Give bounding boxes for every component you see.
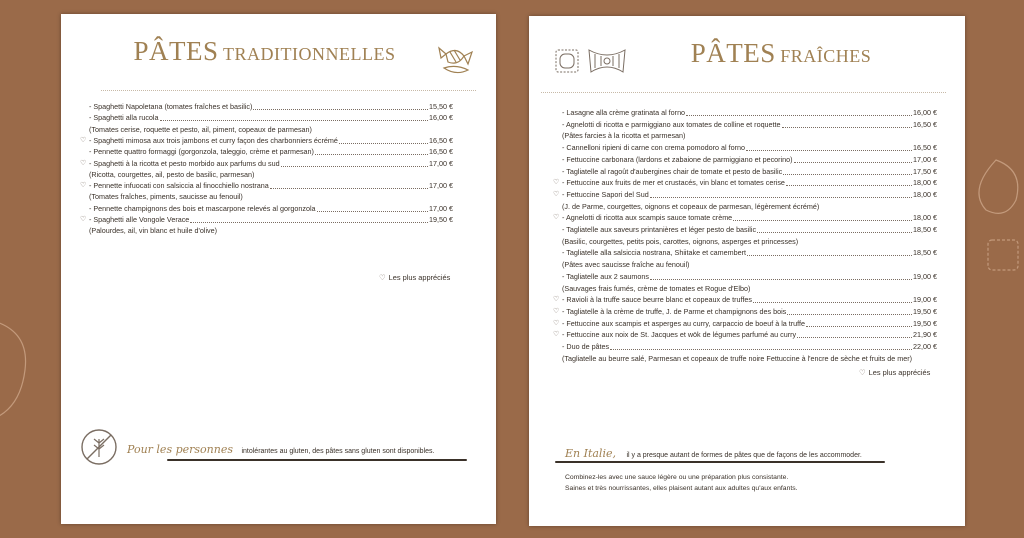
menu-item xyxy=(553,166,937,177)
dot-leader xyxy=(794,156,912,163)
menu-item-name: - Spaghetti alla rucola xyxy=(89,113,159,123)
menu-item xyxy=(553,224,937,235)
menu-item-description: (Tomates fraîches, piments, saucisse au fenouil) xyxy=(89,192,243,202)
dot-leader xyxy=(797,331,912,338)
footer-line-2: Saines et très nourrissantes, elles plaisent autant aux adultes qu'aux enfants. xyxy=(565,485,798,492)
menu-item-name: - Spaghetti mimosa aux trois jambons et curry façon des charbonniers écrémé xyxy=(89,135,338,145)
footer-script: Pour les personnes xyxy=(127,443,233,456)
menu-item-name: - Tagliatelle alla salsiccia nostrana, Shiitake et camembert xyxy=(562,248,747,258)
menu-item-price: 16,50 € xyxy=(429,147,453,157)
menu-item xyxy=(80,180,453,191)
gluten-free-wheat-icon xyxy=(79,427,119,467)
menu-item-price: 17,00 € xyxy=(429,158,453,168)
brush-stroke xyxy=(555,461,885,463)
menu-item-price: 17,00 € xyxy=(429,181,453,191)
menu-item-price: 16,50 € xyxy=(913,143,937,153)
footer-line-1: Combinez-les avec une sauce légère ou une préparation plus consistante. xyxy=(565,474,789,481)
menu-item-name: - Pennette quattro formaggi (gorgonzola, taleggio, crème et parmesan) xyxy=(89,147,314,157)
menu-item xyxy=(80,112,453,123)
menu-item xyxy=(553,177,937,188)
menu-item-description: (Pâtes avec saucisse fraîche au fenouil) xyxy=(562,260,690,270)
menu-item xyxy=(80,158,453,169)
dot-leader xyxy=(281,160,428,167)
menu-item-price: 18,50 € xyxy=(913,225,937,234)
menu-item-name: - Cannelloni ripieni di carne con crema pomodoro al forno xyxy=(562,143,745,153)
menu-item-price: 21,90 € xyxy=(913,330,937,340)
menu-item-price: 18,00 € xyxy=(913,189,937,199)
dot-leader xyxy=(190,216,428,223)
gluten-note: intolérantes au gluten, des pâtes sans gluten sont disponibles. xyxy=(241,448,435,455)
right-page-title: PÂTES fraîches xyxy=(690,38,872,68)
menu-item-name: - Spaghetti alle Vongole Verace xyxy=(89,215,190,224)
heart-icon: ♡ xyxy=(80,159,87,167)
menu-item-name: - Pennette champignons des bois et mascarpone relevés al gorgonzola xyxy=(89,203,316,213)
menu-item-price: 19,00 € xyxy=(913,295,937,305)
menu-item-price: 19,50 € xyxy=(429,215,453,224)
heart-icon: ♡ xyxy=(553,307,560,315)
heart-icon: ♡ xyxy=(553,331,560,339)
menu-item-price: 19,50 € xyxy=(913,318,937,328)
background-pasta-doodle-left xyxy=(0,300,40,440)
left-menu-page xyxy=(61,14,496,524)
dot-leader xyxy=(160,114,428,121)
menu-item-description: (Tomates cerise, roquette et pesto, ail, piment, copeaux de parmesan) xyxy=(89,124,312,134)
menu-item-name: - Tagliatelle aux saveurs printanières et léger pesto de basilic xyxy=(562,225,757,234)
italy-footer xyxy=(565,444,862,462)
menu-item-price: 19,00 € xyxy=(913,271,937,281)
dot-leader xyxy=(650,191,912,198)
menu-item-name: - Spaghetti Napoletana (tomates fraîches et basilic) xyxy=(89,102,253,111)
menu-item-price: 16,00 € xyxy=(913,108,937,117)
menu-item xyxy=(80,101,453,112)
dot-leader xyxy=(787,308,912,315)
heart-icon: ♡ xyxy=(553,319,560,327)
menu-item-name: - Agnelotti di ricotta aux scampis sauce tomate crème xyxy=(562,213,733,223)
menu-item-price: 22,00 € xyxy=(913,342,937,351)
menu-item xyxy=(553,154,937,165)
menu-item-name: - Fettuccine Sapori del Sud xyxy=(562,189,649,199)
menu-item xyxy=(553,247,937,258)
dot-leader xyxy=(610,343,912,350)
menu-item-name: - Pennette infuocati con salsiccia al finocchiello nostrana xyxy=(89,181,269,191)
dot-leader xyxy=(783,168,912,175)
menu-item xyxy=(553,142,937,153)
dot-leader xyxy=(315,148,428,155)
menu-item xyxy=(80,203,453,214)
menu-item xyxy=(553,341,937,352)
dot-leader xyxy=(806,320,912,327)
menu-item xyxy=(553,306,937,317)
right-menu-page xyxy=(529,16,965,526)
menu-item xyxy=(553,212,937,223)
menu-item-price: 16,00 € xyxy=(429,113,453,123)
menu-item-price: 17,00 € xyxy=(913,154,937,164)
dot-leader xyxy=(786,179,912,186)
menu-item xyxy=(553,107,937,118)
menu-item-price: 19,50 € xyxy=(913,306,937,316)
menu-item-price: 18,50 € xyxy=(913,248,937,258)
dot-leader xyxy=(317,205,428,212)
heart-icon: ♡ xyxy=(80,182,87,190)
favorites-legend: ♡ Les plus appréciés xyxy=(859,368,931,377)
menu-item-name: - Tagliatelle à la crème de truffe, J. de Parme et champignons des bois xyxy=(562,306,787,316)
dot-leader xyxy=(757,226,912,233)
menu-item-price: 15,50 € xyxy=(429,102,453,111)
menu-item-name: - Fettuccine carbonara (lardons et zabaione de parmiggiano et pecorino) xyxy=(562,154,793,164)
title-rule xyxy=(101,90,476,91)
menu-item-description: (Tagliatelle au beurre salé, Parmesan et copeaux de truffe noire Fettuccine à l'encre de sèche et fruits de mer) xyxy=(562,353,913,363)
menu-item-name: - Spaghetti à la ricotta et pesto morbido aux parfums du sud xyxy=(89,158,280,168)
background-pasta-doodle xyxy=(966,140,1024,290)
menu-item xyxy=(553,119,937,130)
menu-item xyxy=(553,329,937,340)
menu-item-name: - Ravioli à la truffe sauce beurre blanc et copeaux de truffes xyxy=(562,295,752,305)
menu-item xyxy=(80,214,453,225)
candy-pasta-icon xyxy=(436,40,476,76)
heart-icon: ♡ xyxy=(80,216,87,223)
menu-item-name: - Fettuccine aux noix de St. Jacques et wök de légumes parfumé au curry xyxy=(562,330,797,340)
gluten-footer xyxy=(127,440,434,458)
dot-leader xyxy=(270,182,428,189)
menu-item-description: (Ricotta, courgettes, ail, pesto de basilic, parmesan) xyxy=(89,169,255,179)
dot-leader xyxy=(733,214,912,221)
menu-item-name: - Lasagne alla crème gratinata al forno xyxy=(562,108,686,117)
italy-note: il y a presque autant de formes de pâtes que de façons de les accommoder. xyxy=(626,452,862,459)
title-rule xyxy=(541,92,946,93)
menu-item-price: 16,50 € xyxy=(429,135,453,145)
menu-item-price: 17,50 € xyxy=(913,166,937,176)
dot-leader xyxy=(686,109,912,116)
dot-leader xyxy=(746,144,912,151)
heart-icon: ♡ xyxy=(80,136,87,144)
heart-icon: ♡ xyxy=(859,368,866,377)
menu-item-name: - Agnelotti di ricotta e parmiggiano aux tomates de colline et roquette xyxy=(562,119,781,129)
heart-icon: ♡ xyxy=(553,190,560,198)
menu-item-price: 16,50 € xyxy=(913,119,937,129)
menu-item-description: (Pâtes farcies à la ricotta et parmesan) xyxy=(562,131,686,141)
menu-item-price: 18,00 € xyxy=(913,178,937,188)
dot-leader xyxy=(650,273,912,280)
menu-item xyxy=(80,135,453,146)
dot-leader xyxy=(753,296,912,303)
menu-item-description: (Sauvages frais fumés, crème de tomates et Rogue d'Elbo) xyxy=(562,283,751,293)
heart-icon: ♡ xyxy=(379,273,386,282)
menu-item-name: - Fettuccine aux fruits de mer et crustacés, vin blanc et tomates cerise xyxy=(562,178,785,188)
menu-item-name: - Tagliatelle al ragoût d'aubergines chair de tomate et pesto de basilic xyxy=(562,166,783,176)
menu-item-description: (Basilic, courgettes, petits pois, carottes, oignons, asperges et princesses) xyxy=(562,236,799,246)
dot-leader xyxy=(339,137,428,144)
menu-item-name: - Tagliatelle aux 2 saumons xyxy=(562,271,649,281)
menu-item-price: 18,00 € xyxy=(913,213,937,223)
dot-leader xyxy=(747,249,912,256)
brush-stroke xyxy=(167,459,467,461)
menu-item xyxy=(553,271,937,282)
dot-leader xyxy=(253,103,428,110)
menu-item xyxy=(553,294,937,305)
footer-script: En Italie, xyxy=(565,447,616,460)
menu-item-name: - Duo de pâtes xyxy=(562,342,610,351)
menu-item xyxy=(553,318,937,329)
menu-item xyxy=(80,146,453,157)
menu-item-name: - Fettuccine aux scampis et asperges au curry, carpaccio de boeuf à la truffe xyxy=(562,318,806,328)
dot-leader xyxy=(782,121,912,128)
menu-item-description: (J. de Parme, courgettes, oignons et copeaux de parmesan, légèrement écrémé) xyxy=(562,201,820,211)
left-page-title: PÂTES traditionnelles xyxy=(133,36,396,66)
menu-item-description: (Palourdes, ail, vin blanc et huile d'olive) xyxy=(89,226,218,236)
heart-icon: ♡ xyxy=(553,214,560,222)
heart-icon: ♡ xyxy=(553,179,560,187)
favorites-legend: ♡ Les plus appréciés xyxy=(379,273,451,282)
menu-item-price: 17,00 € xyxy=(429,203,453,213)
heart-icon: ♡ xyxy=(553,296,560,304)
menu-item xyxy=(553,189,937,200)
